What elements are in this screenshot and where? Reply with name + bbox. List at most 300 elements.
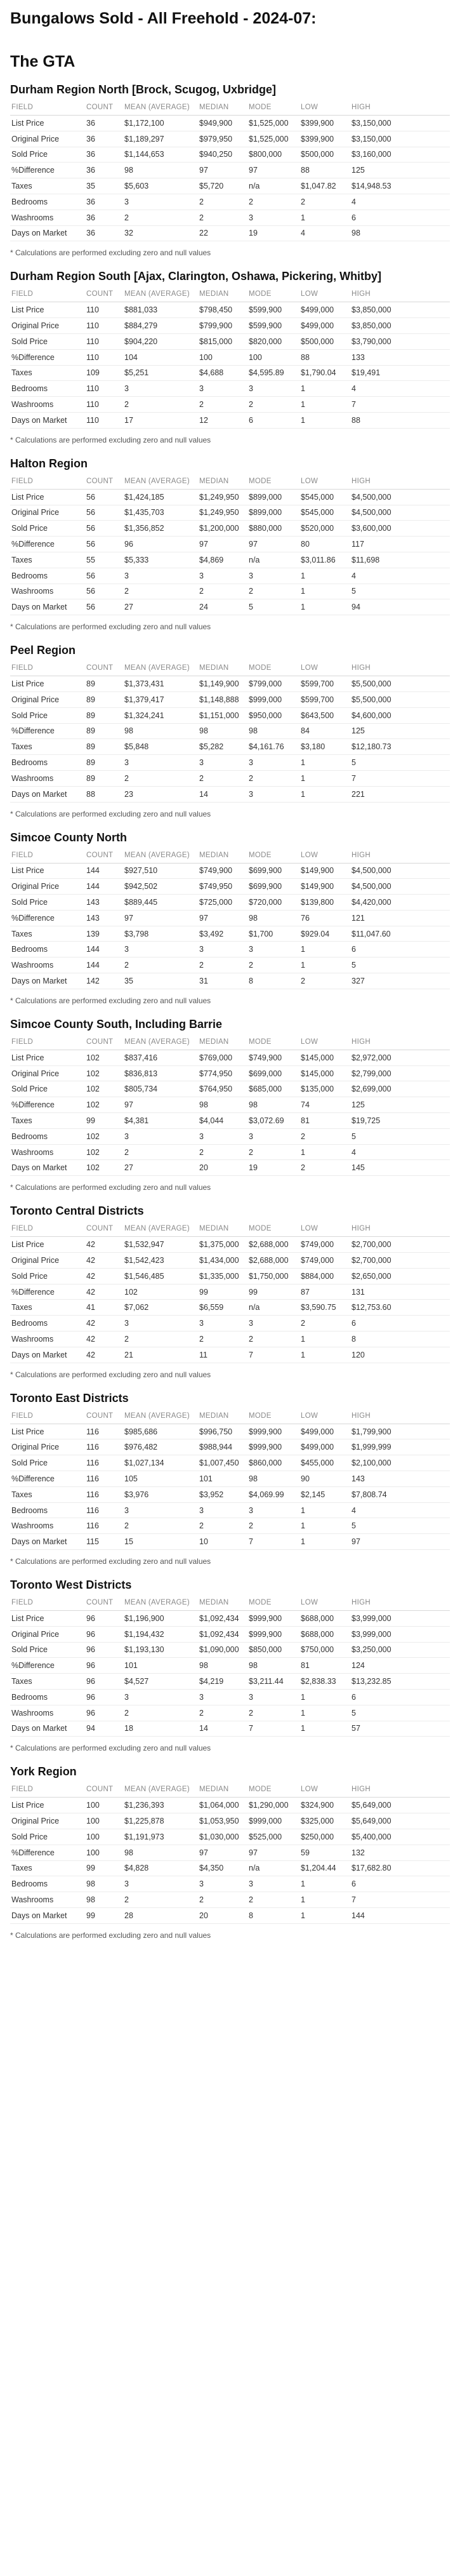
value-cell: 4 — [352, 381, 450, 397]
column-header: MEAN (AVERAGE) — [124, 1034, 199, 1050]
value-cell: $688,000 — [301, 1626, 352, 1642]
region-section — [10, 632, 450, 818]
stats-table — [10, 1034, 450, 1176]
value-cell: 101 — [199, 1471, 249, 1487]
value-cell: $2,699,000 — [352, 1081, 450, 1097]
region-section — [10, 1566, 450, 1753]
value-cell: 1 — [301, 942, 352, 958]
field-name-cell: List Price — [10, 676, 86, 692]
table-row — [10, 1486, 450, 1502]
table-row — [10, 958, 450, 973]
value-cell: $884,279 — [124, 318, 199, 334]
value-cell: 7 — [249, 1534, 301, 1550]
value-cell: 1 — [301, 770, 352, 786]
value-cell: $3,976 — [124, 1486, 199, 1502]
table-header-row — [10, 848, 450, 864]
field-name-cell: Days on Market — [10, 1907, 86, 1923]
value-cell: 6 — [352, 942, 450, 958]
value-cell: 7 — [249, 1347, 301, 1363]
value-cell: 1 — [301, 1721, 352, 1737]
table-row — [10, 1081, 450, 1097]
table-row — [10, 1347, 450, 1363]
value-cell: $11,698 — [352, 552, 450, 568]
column-header: MEAN (AVERAGE) — [124, 1595, 199, 1611]
value-cell: 4 — [352, 1502, 450, 1518]
column-header: HIGH — [352, 1034, 450, 1050]
value-cell: 3 — [199, 568, 249, 584]
value-cell: $1,999,999 — [352, 1439, 450, 1455]
value-cell: 116 — [86, 1424, 124, 1439]
value-cell: $800,000 — [249, 147, 301, 163]
table-row — [10, 1798, 450, 1813]
value-cell: 10 — [199, 1534, 249, 1550]
value-cell: $3,011.86 — [301, 552, 352, 568]
value-cell: $929.04 — [301, 926, 352, 942]
value-cell: 97 — [352, 1534, 450, 1550]
value-cell: 6 — [352, 210, 450, 225]
field-name-cell: List Price — [10, 1237, 86, 1253]
value-cell: 2 — [199, 1518, 249, 1534]
value-cell: 3 — [199, 1316, 249, 1331]
field-name-cell: %Difference — [10, 1658, 86, 1674]
value-cell: n/a — [249, 552, 301, 568]
value-cell: 3 — [124, 568, 199, 584]
value-cell: 20 — [199, 1160, 249, 1176]
value-cell: 14 — [199, 1721, 249, 1737]
value-cell: $500,000 — [301, 147, 352, 163]
field-name-cell: Days on Market — [10, 225, 86, 241]
value-cell: 2 — [124, 1144, 199, 1160]
value-cell: 88 — [352, 412, 450, 428]
table-row — [10, 552, 450, 568]
field-name-cell: Days on Market — [10, 599, 86, 615]
value-cell: 2 — [249, 1892, 301, 1908]
table-header-row — [10, 286, 450, 302]
footnote: * Calculations are performed excluding zero and null values — [10, 248, 211, 258]
field-name-cell: %Difference — [10, 163, 86, 178]
value-cell: 2 — [124, 1892, 199, 1908]
value-cell: 56 — [86, 521, 124, 537]
table-row — [10, 707, 450, 723]
value-cell: 2 — [301, 194, 352, 210]
column-header: COUNT — [86, 1595, 124, 1611]
value-cell: 102 — [86, 1128, 124, 1144]
field-name-cell: Sold Price — [10, 1829, 86, 1845]
table-row — [10, 1658, 450, 1674]
value-cell: 2 — [124, 1331, 199, 1347]
value-cell: $5,649,000 — [352, 1813, 450, 1829]
value-cell: $2,838.33 — [301, 1674, 352, 1690]
value-cell: 5 — [352, 584, 450, 599]
stats-table — [10, 474, 450, 615]
field-name-cell: Washrooms — [10, 958, 86, 973]
value-cell: 144 — [86, 958, 124, 973]
field-name-cell: Sold Price — [10, 521, 86, 537]
value-cell: $2,799,000 — [352, 1065, 450, 1081]
value-cell: $499,000 — [301, 1439, 352, 1455]
table-row — [10, 178, 450, 194]
table-row — [10, 1065, 450, 1081]
value-cell: 144 — [352, 1907, 450, 1923]
value-cell: 22 — [199, 225, 249, 241]
value-cell: $499,000 — [301, 318, 352, 334]
value-cell: $4,688 — [199, 365, 249, 381]
value-cell: 96 — [86, 1705, 124, 1721]
value-cell: 89 — [86, 676, 124, 692]
value-cell: $1,249,950 — [199, 505, 249, 521]
region-title: Toronto East Districts — [10, 1391, 129, 1405]
value-cell: 1 — [301, 210, 352, 225]
table-row — [10, 163, 450, 178]
value-cell: 96 — [124, 537, 199, 552]
field-name-cell: Sold Price — [10, 147, 86, 163]
value-cell: $999,900 — [249, 1439, 301, 1455]
value-cell: $2,100,000 — [352, 1455, 450, 1471]
value-cell: $889,445 — [124, 895, 199, 911]
value-cell: 96 — [86, 1611, 124, 1627]
value-cell: $884,000 — [301, 1268, 352, 1284]
value-cell: 100 — [86, 1798, 124, 1813]
value-cell: $976,482 — [124, 1439, 199, 1455]
value-cell: 3 — [249, 755, 301, 771]
value-cell: 145 — [352, 1160, 450, 1176]
value-cell: 1 — [301, 1534, 352, 1550]
value-cell: $4,828 — [124, 1860, 199, 1876]
value-cell: $499,000 — [301, 302, 352, 318]
table-row — [10, 863, 450, 879]
value-cell: 1 — [301, 381, 352, 397]
value-cell: n/a — [249, 178, 301, 194]
footnote: * Calculations are performed excluding zero and null values — [10, 1557, 211, 1566]
value-cell: 42 — [86, 1284, 124, 1300]
field-name-cell: Washrooms — [10, 584, 86, 599]
value-cell: 102 — [86, 1160, 124, 1176]
value-cell: 17 — [124, 412, 199, 428]
value-cell: $1,053,950 — [199, 1813, 249, 1829]
value-cell: 2 — [199, 1144, 249, 1160]
stats-table — [10, 1782, 450, 1923]
value-cell: $2,700,000 — [352, 1253, 450, 1269]
value-cell: $799,000 — [249, 676, 301, 692]
value-cell: 1 — [301, 412, 352, 428]
value-cell: $139,800 — [301, 895, 352, 911]
value-cell: 8 — [352, 1331, 450, 1347]
value-cell: $927,510 — [124, 863, 199, 879]
value-cell: $1,092,434 — [199, 1626, 249, 1642]
table-row — [10, 1237, 450, 1253]
region-section — [10, 1006, 450, 1192]
table-row — [10, 1424, 450, 1439]
value-cell: 90 — [301, 1471, 352, 1487]
value-cell: $3,798 — [124, 926, 199, 942]
value-cell: $988,944 — [199, 1439, 249, 1455]
value-cell: $6,559 — [199, 1300, 249, 1316]
table-row — [10, 505, 450, 521]
value-cell: $1,189,297 — [124, 131, 199, 147]
value-cell: 87 — [301, 1284, 352, 1300]
value-cell: $1,225,878 — [124, 1813, 199, 1829]
value-cell: 98 — [249, 1097, 301, 1113]
value-cell: $3,999,000 — [352, 1611, 450, 1627]
table-row — [10, 1860, 450, 1876]
value-cell: $3,590.75 — [301, 1300, 352, 1316]
field-name-cell: Sold Price — [10, 707, 86, 723]
field-name-cell: Days on Market — [10, 1160, 86, 1176]
value-cell: 4 — [352, 194, 450, 210]
value-cell: 117 — [352, 537, 450, 552]
value-cell: 3 — [124, 381, 199, 397]
value-cell: 74 — [301, 1097, 352, 1113]
column-header: MEAN (AVERAGE) — [124, 1408, 199, 1424]
field-name-cell: Washrooms — [10, 1331, 86, 1347]
value-cell: $999,900 — [249, 1611, 301, 1627]
value-cell: 27 — [124, 1160, 199, 1176]
value-cell: 98 — [199, 1658, 249, 1674]
value-cell: 3 — [124, 1876, 199, 1892]
value-cell: 1 — [301, 1518, 352, 1534]
table-row — [10, 381, 450, 397]
table-row — [10, 412, 450, 428]
footnote: * Calculations are performed excluding zero and null values — [10, 1183, 211, 1192]
value-cell: 100 — [199, 349, 249, 365]
value-cell: 7 — [352, 397, 450, 413]
region-section — [10, 1753, 450, 1940]
value-cell: 131 — [352, 1284, 450, 1300]
field-name-cell: Original Price — [10, 1439, 86, 1455]
value-cell: 110 — [86, 381, 124, 397]
column-header: FIELD — [10, 1782, 86, 1798]
table-row — [10, 1626, 450, 1642]
column-header: HIGH — [352, 848, 450, 864]
value-cell: 104 — [124, 349, 199, 365]
stats-table — [10, 1595, 450, 1737]
value-cell: 3 — [249, 1689, 301, 1705]
table-row — [10, 770, 450, 786]
value-cell: 88 — [301, 349, 352, 365]
value-cell: $14,948.53 — [352, 178, 450, 194]
value-cell: 1 — [301, 584, 352, 599]
table-row — [10, 1253, 450, 1269]
table-row — [10, 131, 450, 147]
field-name-cell: List Price — [10, 1798, 86, 1813]
value-cell: 3 — [124, 942, 199, 958]
value-cell: $4,350 — [199, 1860, 249, 1876]
column-header: LOW — [301, 1595, 352, 1611]
value-cell: $12,180.73 — [352, 739, 450, 755]
column-header: MODE — [249, 1408, 301, 1424]
value-cell: 20 — [199, 1907, 249, 1923]
value-cell: 23 — [124, 786, 199, 802]
table-row — [10, 1611, 450, 1627]
table-header-row — [10, 1782, 450, 1798]
column-header: HIGH — [352, 1221, 450, 1237]
footnote: * Calculations are performed excluding zero and null values — [10, 622, 211, 632]
value-cell: 2 — [124, 1518, 199, 1534]
value-cell: 1 — [301, 1331, 352, 1347]
column-header: MEDIAN — [199, 286, 249, 302]
value-cell: $2,145 — [301, 1486, 352, 1502]
column-header: MEAN (AVERAGE) — [124, 286, 199, 302]
field-name-cell: Sold Price — [10, 1268, 86, 1284]
table-row — [10, 1876, 450, 1892]
column-header: HIGH — [352, 1408, 450, 1424]
value-cell: 55 — [86, 552, 124, 568]
value-cell: 56 — [86, 599, 124, 615]
value-cell: $1,144,653 — [124, 147, 199, 163]
table-row — [10, 349, 450, 365]
value-cell: 89 — [86, 770, 124, 786]
value-cell: 98 — [199, 723, 249, 739]
value-cell: $749,000 — [301, 1237, 352, 1253]
table-header-row — [10, 1408, 450, 1424]
value-cell: $4,595.89 — [249, 365, 301, 381]
value-cell: $3,072.69 — [249, 1113, 301, 1129]
value-cell: $1,149,900 — [199, 676, 249, 692]
value-cell: 1 — [301, 1892, 352, 1908]
value-cell: $764,950 — [199, 1081, 249, 1097]
value-cell: $880,000 — [249, 521, 301, 537]
column-header: FIELD — [10, 474, 86, 490]
value-cell: 3 — [199, 1502, 249, 1518]
field-name-cell: Bedrooms — [10, 194, 86, 210]
value-cell: $5,848 — [124, 739, 199, 755]
value-cell: 18 — [124, 1721, 199, 1737]
field-name-cell: Days on Market — [10, 412, 86, 428]
value-cell: 221 — [352, 786, 450, 802]
value-cell: 56 — [86, 537, 124, 552]
value-cell: 1 — [301, 1502, 352, 1518]
table-row — [10, 910, 450, 926]
value-cell: 5 — [352, 1705, 450, 1721]
value-cell: 102 — [124, 1284, 199, 1300]
stats-table — [10, 100, 450, 241]
value-cell: 5 — [352, 958, 450, 973]
column-header: COUNT — [86, 1221, 124, 1237]
value-cell: 84 — [301, 723, 352, 739]
field-name-cell: Days on Market — [10, 1347, 86, 1363]
field-name-cell: Bedrooms — [10, 381, 86, 397]
value-cell: $749,900 — [249, 1050, 301, 1065]
value-cell: 99 — [199, 1284, 249, 1300]
field-name-cell: %Difference — [10, 910, 86, 926]
value-cell: $3,600,000 — [352, 521, 450, 537]
value-cell: $1,172,100 — [124, 116, 199, 131]
value-cell: 42 — [86, 1331, 124, 1347]
value-cell: n/a — [249, 1860, 301, 1876]
value-cell: 89 — [86, 739, 124, 755]
field-name-cell: %Difference — [10, 1097, 86, 1113]
field-name-cell: List Price — [10, 116, 86, 131]
region-section — [10, 819, 450, 1006]
value-cell: 42 — [86, 1347, 124, 1363]
value-cell: 42 — [86, 1268, 124, 1284]
value-cell: 2 — [249, 584, 301, 599]
value-cell: $1,196,900 — [124, 1611, 199, 1627]
value-cell: 2 — [199, 1705, 249, 1721]
table-row — [10, 1300, 450, 1316]
value-cell: 96 — [86, 1626, 124, 1642]
value-cell: 2 — [301, 1316, 352, 1331]
value-cell: 6 — [249, 412, 301, 428]
value-cell: 42 — [86, 1316, 124, 1331]
field-name-cell: List Price — [10, 1050, 86, 1065]
value-cell: $3,150,000 — [352, 116, 450, 131]
value-cell: 116 — [86, 1518, 124, 1534]
column-header: MODE — [249, 1034, 301, 1050]
region-section — [10, 258, 450, 444]
value-cell: $3,211.44 — [249, 1674, 301, 1690]
value-cell: 2 — [124, 770, 199, 786]
value-cell: 2 — [124, 584, 199, 599]
value-cell: 88 — [86, 786, 124, 802]
value-cell: 94 — [352, 599, 450, 615]
value-cell: $3,952 — [199, 1486, 249, 1502]
value-cell: 121 — [352, 910, 450, 926]
value-cell: $4,069.99 — [249, 1486, 301, 1502]
value-cell: 6 — [352, 1689, 450, 1705]
value-cell: 7 — [352, 1892, 450, 1908]
field-name-cell: Washrooms — [10, 397, 86, 413]
region-title: Toronto West Districts — [10, 1578, 132, 1591]
value-cell: $19,725 — [352, 1113, 450, 1129]
value-cell: $685,000 — [249, 1081, 301, 1097]
column-header: MEDIAN — [199, 1408, 249, 1424]
table-row — [10, 1050, 450, 1065]
value-cell: $4,381 — [124, 1113, 199, 1129]
table-row — [10, 755, 450, 771]
value-cell: $1,007,450 — [199, 1455, 249, 1471]
field-name-cell: %Difference — [10, 349, 86, 365]
column-header: FIELD — [10, 1221, 86, 1237]
column-header: COUNT — [86, 474, 124, 490]
value-cell: $3,250,000 — [352, 1642, 450, 1658]
value-cell: $999,000 — [249, 691, 301, 707]
value-cell: $4,420,000 — [352, 895, 450, 911]
field-name-cell: Taxes — [10, 1674, 86, 1690]
value-cell: 11 — [199, 1347, 249, 1363]
value-cell: 100 — [86, 1845, 124, 1860]
value-cell: $1,200,000 — [199, 521, 249, 537]
value-cell: 97 — [199, 910, 249, 926]
value-cell: $1,356,852 — [124, 521, 199, 537]
value-cell: 35 — [124, 973, 199, 989]
value-cell: $5,720 — [199, 178, 249, 194]
value-cell: $1,750,000 — [249, 1268, 301, 1284]
field-name-cell: Taxes — [10, 365, 86, 381]
value-cell: 15 — [124, 1534, 199, 1550]
value-cell: 3 — [124, 1689, 199, 1705]
value-cell: $17,682.80 — [352, 1860, 450, 1876]
value-cell: $949,900 — [199, 116, 249, 131]
value-cell: $720,000 — [249, 895, 301, 911]
table-row — [10, 333, 450, 349]
table-row — [10, 723, 450, 739]
column-header: FIELD — [10, 1595, 86, 1611]
value-cell: 102 — [86, 1144, 124, 1160]
value-cell: 3 — [199, 1876, 249, 1892]
value-cell: 143 — [352, 1471, 450, 1487]
value-cell: 2 — [199, 584, 249, 599]
table-header-row — [10, 474, 450, 490]
value-cell: $599,900 — [249, 318, 301, 334]
column-header: LOW — [301, 1221, 352, 1237]
table-row — [10, 942, 450, 958]
value-cell: 116 — [86, 1455, 124, 1471]
value-cell: 143 — [86, 895, 124, 911]
value-cell: 99 — [249, 1284, 301, 1300]
table-row — [10, 676, 450, 692]
value-cell: 3 — [249, 942, 301, 958]
